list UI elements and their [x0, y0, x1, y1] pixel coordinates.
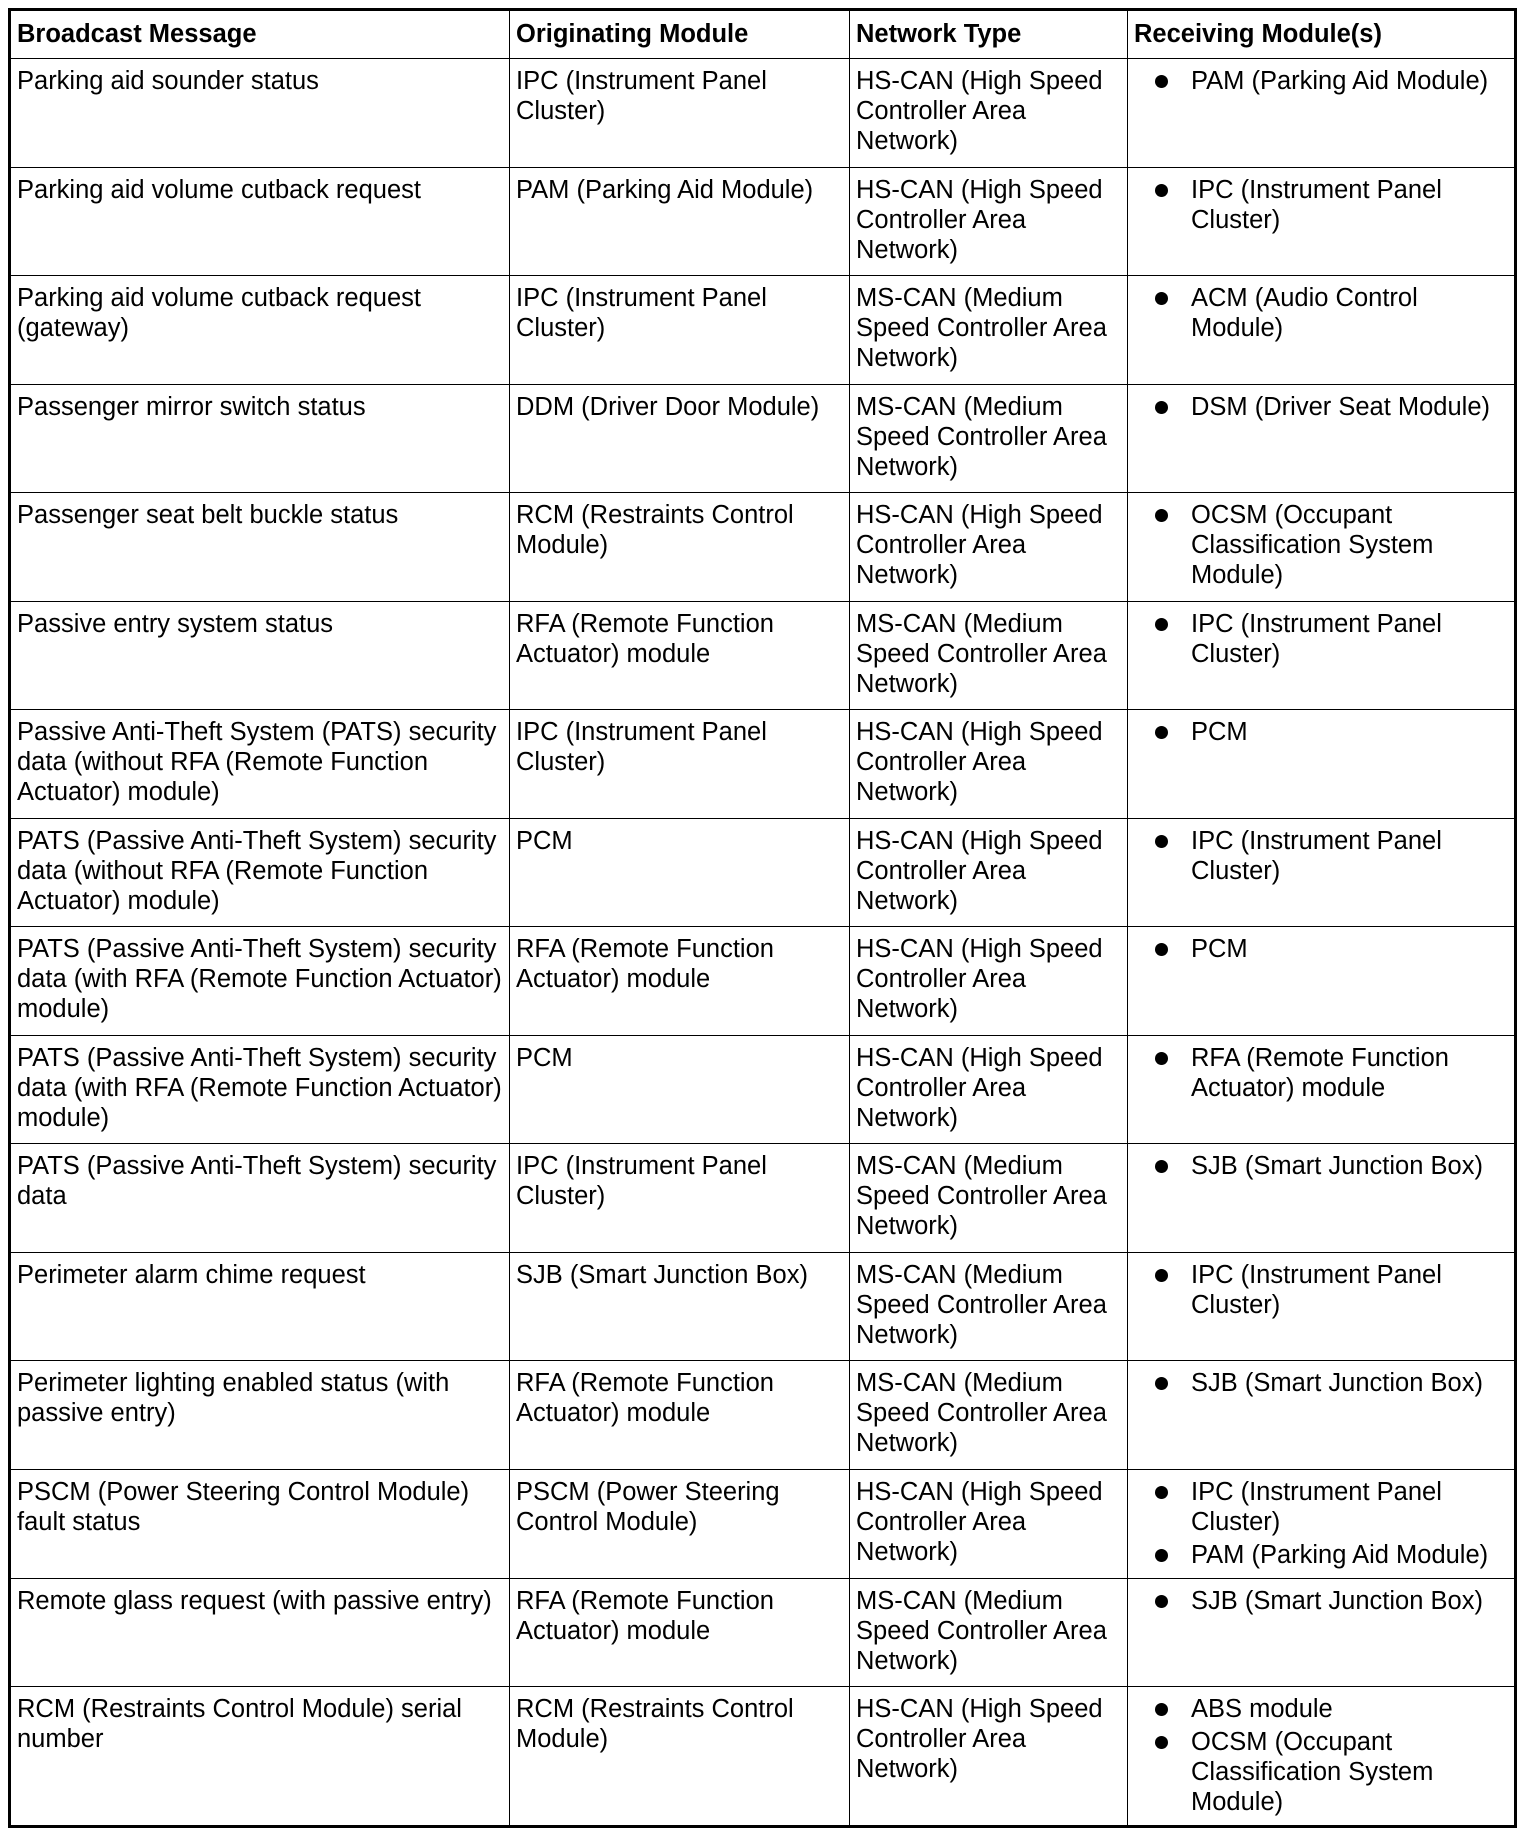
broadcast-message-cell: Perimeter lighting enabled status (with passive entry)	[10, 1361, 510, 1470]
network-type-cell: HS-CAN (High Speed Controller Area Network)	[850, 59, 1128, 168]
network-type-cell: HS-CAN (High Speed Controller Area Network)	[850, 1687, 1128, 1827]
table-row	[10, 1035, 1516, 1144]
network-type-cell: HS-CAN (High Speed Controller Area Network)	[850, 167, 1128, 276]
bullet-icon	[1155, 1549, 1168, 1562]
table-row	[10, 601, 1516, 710]
list-item	[1134, 500, 1508, 590]
header-network-type: Network Type	[850, 10, 1128, 59]
bullet-icon	[1155, 292, 1168, 305]
originating-module-cell: RCM (Restraints Control Module)	[510, 1687, 850, 1827]
bullet-icon	[1155, 1160, 1168, 1173]
list-item	[1134, 1477, 1508, 1537]
network-type-cell: HS-CAN (High Speed Controller Area Network)	[850, 818, 1128, 927]
list-item	[1134, 1151, 1508, 1181]
receiving-module-label: SJB (Smart Junction Box)	[1191, 1586, 1483, 1615]
receiving-module-label: IPC (Instrument Panel Cluster)	[1191, 826, 1442, 885]
list-item	[1134, 283, 1508, 343]
network-type-cell: MS-CAN (Medium Speed Controller Area Network)	[850, 276, 1128, 385]
receiving-modules-cell	[1128, 1361, 1516, 1470]
list-item	[1134, 175, 1508, 235]
list-item	[1134, 609, 1508, 669]
receiving-modules-list	[1134, 826, 1508, 886]
list-item	[1134, 1694, 1508, 1724]
broadcast-message-cell: PATS (Passive Anti-Theft System) security data (with RFA (Remote Function Actuator) module)	[10, 1035, 510, 1144]
receiving-module-label: PAM (Parking Aid Module)	[1191, 1540, 1489, 1569]
network-type-cell: HS-CAN (High Speed Controller Area Network)	[850, 493, 1128, 602]
receiving-modules-cell	[1128, 276, 1516, 385]
originating-module-cell: RFA (Remote Function Actuator) module	[510, 1361, 850, 1470]
receiving-modules-cell	[1128, 384, 1516, 493]
table-row	[10, 818, 1516, 927]
receiving-module-label: PCM	[1191, 718, 1248, 746]
bullet-icon	[1155, 509, 1168, 522]
receiving-modules-list	[1134, 934, 1508, 964]
receiving-module-label: SJB (Smart Junction Box)	[1191, 1152, 1483, 1180]
bullet-icon	[1155, 618, 1168, 631]
receiving-modules-list	[1134, 283, 1508, 343]
receiving-module-label: SJB (Smart Junction Box)	[1191, 1369, 1483, 1397]
broadcast-message-cell: PSCM (Power Steering Control Module) fault status	[10, 1469, 510, 1578]
receiving-modules-list	[1134, 717, 1508, 747]
table-row	[10, 1687, 1516, 1827]
list-item	[1134, 1368, 1508, 1398]
bullet-icon	[1155, 835, 1168, 848]
originating-module-cell: PAM (Parking Aid Module)	[510, 167, 850, 276]
broadcast-message-cell: Remote glass request (with passive entry)	[10, 1578, 510, 1687]
receiving-modules-cell	[1128, 1035, 1516, 1144]
receiving-modules-list	[1134, 1043, 1508, 1103]
originating-module-cell: SJB (Smart Junction Box)	[510, 1252, 850, 1361]
bullet-icon	[1155, 1269, 1168, 1282]
bullet-icon	[1155, 943, 1168, 956]
receiving-modules-list	[1134, 175, 1508, 235]
table-row	[10, 384, 1516, 493]
bullet-icon	[1155, 184, 1168, 197]
bullet-icon	[1155, 1486, 1168, 1499]
table-body	[10, 59, 1516, 1827]
receiving-modules-list	[1134, 1151, 1508, 1181]
network-type-cell: MS-CAN (Medium Speed Controller Area Network)	[850, 1578, 1128, 1687]
table-row	[10, 1252, 1516, 1361]
receiving-modules-list	[1134, 392, 1508, 422]
list-item	[1134, 1727, 1508, 1817]
originating-module-cell: RFA (Remote Function Actuator) module	[510, 927, 850, 1036]
receiving-module-label: DSM (Driver Seat Module)	[1191, 392, 1490, 421]
originating-module-cell: IPC (Instrument Panel Cluster)	[510, 59, 850, 168]
originating-module-cell: IPC (Instrument Panel Cluster)	[510, 710, 850, 819]
bullet-icon	[1155, 1736, 1168, 1749]
receiving-module-label: OCSM (Occupant Classification System Module)	[1191, 1728, 1434, 1816]
receiving-modules-cell	[1128, 167, 1516, 276]
receiving-modules-cell	[1128, 927, 1516, 1036]
bullet-icon	[1155, 726, 1168, 739]
bullet-icon	[1155, 1377, 1168, 1390]
list-item	[1134, 1043, 1508, 1103]
table-row	[10, 167, 1516, 276]
originating-module-cell: RFA (Remote Function Actuator) module	[510, 1578, 850, 1687]
header-receiving-modules: Receiving Module(s)	[1128, 10, 1516, 59]
table-header-row	[10, 10, 1516, 59]
receiving-modules-cell	[1128, 1578, 1516, 1687]
table-row	[10, 276, 1516, 385]
table-row	[10, 1469, 1516, 1578]
originating-module-cell: RFA (Remote Function Actuator) module	[510, 601, 850, 710]
receiving-module-label: PCM	[1191, 935, 1248, 963]
table-row	[10, 493, 1516, 602]
receiving-modules-list	[1134, 1260, 1508, 1320]
network-type-cell: MS-CAN (Medium Speed Controller Area Network)	[850, 1252, 1128, 1361]
receiving-module-label: IPC (Instrument Panel Cluster)	[1191, 175, 1442, 234]
receiving-modules-list	[1134, 500, 1508, 590]
list-item	[1134, 1586, 1508, 1616]
list-item	[1134, 66, 1508, 96]
receiving-modules-list	[1134, 1368, 1508, 1398]
network-type-cell: HS-CAN (High Speed Controller Area Network)	[850, 1469, 1128, 1578]
broadcast-message-cell: Passive Anti-Theft System (PATS) security data (without RFA (Remote Function Actuator) module)	[10, 710, 510, 819]
originating-module-cell: PCM	[510, 818, 850, 927]
receiving-module-label: OCSM (Occupant Classification System Module)	[1191, 501, 1434, 589]
broadcast-message-cell: PATS (Passive Anti-Theft System) security data	[10, 1144, 510, 1253]
receiving-module-label: RFA (Remote Function Actuator) module	[1191, 1043, 1449, 1102]
table-row	[10, 1144, 1516, 1253]
bullet-icon	[1155, 1595, 1168, 1608]
header-broadcast-message: Broadcast Message	[10, 10, 510, 59]
bullet-icon	[1155, 1703, 1168, 1716]
originating-module-cell: PCM	[510, 1035, 850, 1144]
receiving-modules-cell	[1128, 59, 1516, 168]
broadcast-message-cell: PATS (Passive Anti-Theft System) security data (without RFA (Remote Function Actuator) module)	[10, 818, 510, 927]
network-type-cell: HS-CAN (High Speed Controller Area Network)	[850, 710, 1128, 819]
receiving-modules-cell	[1128, 601, 1516, 710]
originating-module-cell: IPC (Instrument Panel Cluster)	[510, 1144, 850, 1253]
receiving-module-label: IPC (Instrument Panel Cluster)	[1191, 1260, 1442, 1319]
list-item	[1134, 717, 1508, 747]
receiving-modules-list	[1134, 1694, 1508, 1817]
table-row	[10, 927, 1516, 1036]
broadcast-message-cell: Passenger mirror switch status	[10, 384, 510, 493]
network-type-cell: MS-CAN (Medium Speed Controller Area Network)	[850, 601, 1128, 710]
network-type-cell: MS-CAN (Medium Speed Controller Area Network)	[850, 1361, 1128, 1470]
broadcast-message-cell: Passive entry system status	[10, 601, 510, 710]
broadcast-message-table	[8, 8, 1517, 1828]
bullet-icon	[1155, 401, 1168, 414]
network-type-cell: MS-CAN (Medium Speed Controller Area Network)	[850, 1144, 1128, 1253]
originating-module-cell: RCM (Restraints Control Module)	[510, 493, 850, 602]
network-type-cell: MS-CAN (Medium Speed Controller Area Network)	[850, 384, 1128, 493]
receiving-modules-list	[1134, 1477, 1508, 1570]
list-item	[1134, 1260, 1508, 1320]
bullet-icon	[1155, 75, 1168, 88]
originating-module-cell: DDM (Driver Door Module)	[510, 384, 850, 493]
receiving-modules-list	[1134, 66, 1508, 96]
broadcast-message-cell: Parking aid sounder status	[10, 59, 510, 168]
bullet-icon	[1155, 1052, 1168, 1065]
receiving-modules-cell	[1128, 493, 1516, 602]
originating-module-cell: PSCM (Power Steering Control Module)	[510, 1469, 850, 1578]
table-row	[10, 710, 1516, 819]
broadcast-message-cell: Passenger seat belt buckle status	[10, 493, 510, 602]
receiving-modules-cell	[1128, 710, 1516, 819]
header-originating-module: Originating Module	[510, 10, 850, 59]
receiving-modules-cell	[1128, 1252, 1516, 1361]
network-type-cell: HS-CAN (High Speed Controller Area Network)	[850, 927, 1128, 1036]
receiving-modules-cell	[1128, 818, 1516, 927]
receiving-modules-list	[1134, 609, 1508, 669]
table-row	[10, 1361, 1516, 1470]
table-row	[10, 1578, 1516, 1687]
broadcast-message-cell: PATS (Passive Anti-Theft System) security data (with RFA (Remote Function Actuator) module)	[10, 927, 510, 1036]
receiving-module-label: IPC (Instrument Panel Cluster)	[1191, 609, 1442, 668]
list-item	[1134, 392, 1508, 422]
receiving-module-label: PAM (Parking Aid Module)	[1191, 67, 1489, 95]
receiving-module-label: ABS module	[1191, 1695, 1333, 1723]
list-item	[1134, 934, 1508, 964]
originating-module-cell: IPC (Instrument Panel Cluster)	[510, 276, 850, 385]
broadcast-message-cell: Perimeter alarm chime request	[10, 1252, 510, 1361]
broadcast-message-cell: RCM (Restraints Control Module) serial number	[10, 1687, 510, 1827]
list-item	[1134, 826, 1508, 886]
receiving-module-label: IPC (Instrument Panel Cluster)	[1191, 1477, 1442, 1536]
receiving-modules-cell	[1128, 1687, 1516, 1827]
receiving-modules-list	[1134, 1586, 1508, 1616]
receiving-modules-cell	[1128, 1144, 1516, 1253]
network-type-cell: HS-CAN (High Speed Controller Area Network)	[850, 1035, 1128, 1144]
broadcast-message-cell: Parking aid volume cutback request	[10, 167, 510, 276]
broadcast-message-cell: Parking aid volume cutback request (gateway)	[10, 276, 510, 385]
receiving-modules-cell	[1128, 1469, 1516, 1578]
receiving-module-label: ACM (Audio Control Module)	[1191, 284, 1418, 342]
list-item	[1134, 1540, 1508, 1570]
table-row	[10, 59, 1516, 168]
